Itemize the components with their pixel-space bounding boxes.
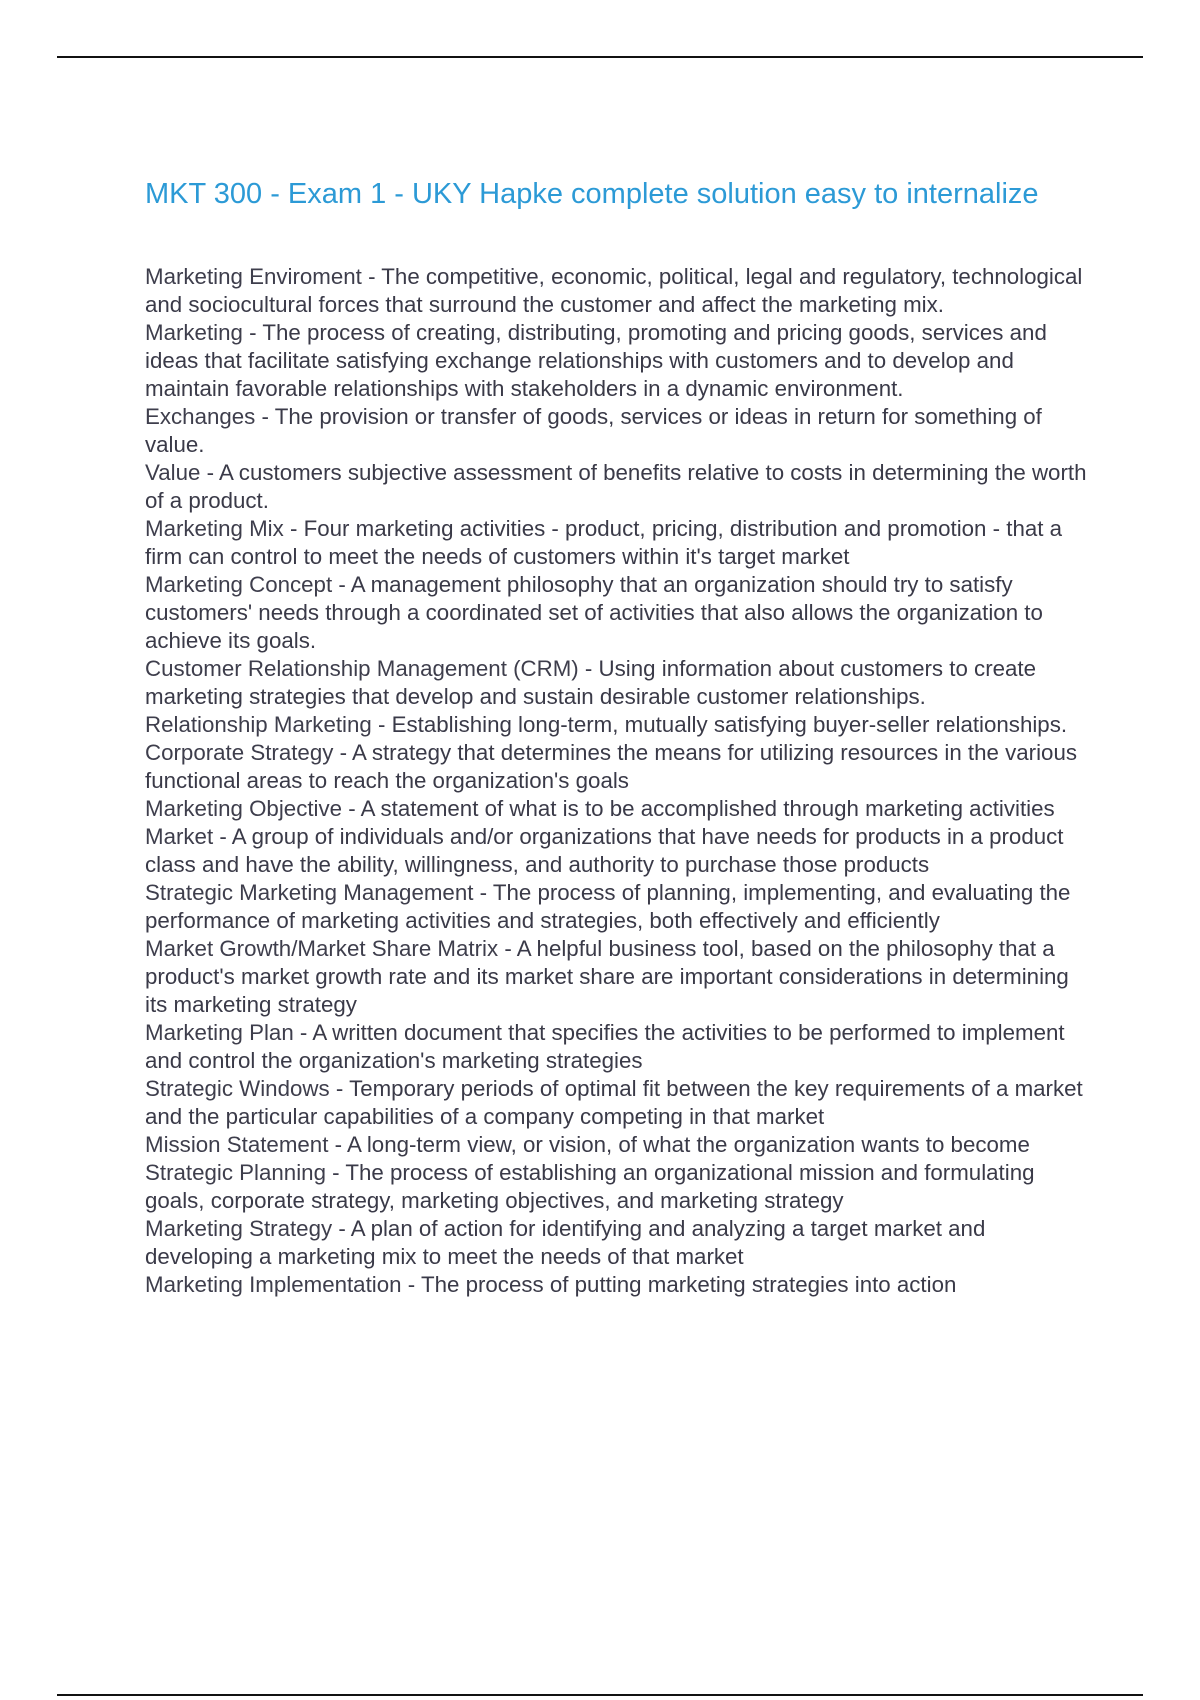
list-item: [145, 795, 1093, 823]
list-item: [145, 655, 1093, 711]
entry-separator: -: [371, 712, 392, 737]
entry-term: Marketing: [145, 320, 243, 345]
list-item: [145, 319, 1093, 403]
entry-term: Marketing Plan: [145, 1020, 294, 1045]
entry-definition: Temporary periods of optimal fit between the key requirements of a market and the particular capabilities of a company competing in that market: [145, 1076, 1083, 1129]
list-item: [145, 515, 1093, 571]
entry-term: Strategic Marketing Management: [145, 880, 474, 905]
entry-separator: -: [333, 740, 352, 765]
top-rule: [57, 56, 1143, 58]
entry-term: Market: [145, 824, 214, 849]
entry-definition: Four marketing activities - product, pricing, distribution and promotion - that a firm can control to meet the needs of customers within it's target market: [145, 516, 1063, 569]
entry-separator: -: [342, 796, 361, 821]
entry-term: Marketing Strategy: [145, 1216, 333, 1241]
entry-definition: The process of planning, implementing, and evaluating the performance of marketing activities and strategies, both effectively and efficiently: [145, 880, 1071, 933]
entry-term: Customer Relationship Management (CRM): [145, 656, 579, 681]
entry-separator: -: [293, 1020, 313, 1045]
entry-definition: The process of putting marketing strategies into action: [420, 1272, 957, 1297]
entry-definition: A statement of what is to be accomplished through marketing activities: [360, 796, 1055, 821]
entry-term: Corporate Strategy: [145, 740, 334, 765]
list-item: [145, 739, 1093, 795]
entry-separator: -: [328, 1132, 347, 1157]
entry-definition: The process of creating, distributing, promoting and pricing goods, services and ideas that facilitate satisfying exchange relationships with customers and to develop and maintain favorable relationships with stakeholders in a dynamic environment.: [145, 320, 1047, 401]
entry-separator: -: [242, 320, 263, 345]
entry-term: Marketing Implementation: [145, 1272, 402, 1297]
entry-term: Marketing Objective: [145, 796, 343, 821]
page-title: MKT 300 - Exam 1 - UKY Hapke complete solution easy to internalize: [145, 178, 1039, 210]
entry-definition: A helpful business tool, based on the philosophy that a product's market growth rate and its market share are important considerations in determining its marketing strategy: [145, 936, 1069, 1017]
entry-term: Marketing Concept: [145, 572, 333, 597]
list-item: [145, 935, 1093, 1019]
entry-separator: -: [332, 1216, 351, 1241]
entry-separator: -: [361, 264, 382, 289]
entry-separator: -: [283, 516, 304, 541]
list-item: [145, 1075, 1093, 1131]
entry-definition: The competitive, economic, political, legal and regulatory, technological and sociocultural forces that surround the customer and affect the marketing mix.: [145, 264, 1083, 317]
entry-separator: -: [213, 824, 232, 849]
entry-term: Mission Statement: [145, 1132, 329, 1157]
list-item: [145, 823, 1093, 879]
entry-definition: The process of establishing an organizational mission and formulating goals, corporate strategy, marketing objectives, and marketing strategy: [145, 1160, 1035, 1213]
entry-term: Marketing Enviroment: [145, 264, 362, 289]
entry-definition: The provision or transfer of goods, services or ideas in return for something of value.: [145, 404, 1042, 457]
entry-separator: -: [401, 1272, 421, 1297]
entry-term: Strategic Windows: [145, 1076, 330, 1101]
entry-definition: A long-term view, or vision, of what the organization wants to become: [347, 1132, 1030, 1157]
list-item: [145, 263, 1093, 319]
entry-definition: A written document that specifies the activities to be performed to implement and control the organization's marketing strategies: [145, 1020, 1065, 1073]
list-item: [145, 571, 1093, 655]
entry-term: Exchanges: [145, 404, 256, 429]
entry-definition: A customers subjective assessment of benefits relative to costs in determining the worth of a product.: [145, 460, 1087, 513]
list-item: [145, 1019, 1093, 1075]
entry-definition: A strategy that determines the means for utilizing resources in the various functional areas to reach the organization's goals: [145, 740, 1077, 793]
entry-term: Market Growth/Market Share Matrix: [145, 936, 499, 961]
entry-definition: Establishing long-term, mutually satisfying buyer-seller relationships.: [391, 712, 1068, 737]
entry-definition: A plan of action for identifying and analyzing a target market and developing a marketing mix to meet the needs of that market: [145, 1216, 986, 1269]
list-item: [145, 403, 1093, 459]
list-item: [145, 1159, 1093, 1215]
entry-separator: -: [473, 880, 493, 905]
entry-definition: A group of individuals and/or organizations that have needs for products in a product class and have the ability, willingness, and authority to purchase those products: [145, 824, 1064, 877]
list-item: [145, 879, 1093, 935]
entry-term: Relationship Marketing: [145, 712, 372, 737]
entry-separator: -: [332, 572, 351, 597]
entry-separator: -: [200, 460, 219, 485]
entry-definition: Using information about customers to create marketing strategies that develop and sustain desirable customer relationships.: [145, 656, 1037, 709]
entry-separator: -: [325, 1160, 346, 1185]
entry-term: Value: [145, 460, 201, 485]
entry-separator: -: [498, 936, 517, 961]
list-item: [145, 1271, 1093, 1299]
glossary-list: [145, 263, 1093, 1299]
entry-term: Strategic Planning: [145, 1160, 326, 1185]
entry-term: Marketing Mix: [145, 516, 284, 541]
list-item: [145, 1215, 1093, 1271]
list-item: [145, 1131, 1093, 1159]
entry-definition: A management philosophy that an organization should try to satisfy customers' needs through a coordinated set of activities that also allows the organization to achieve its goals.: [145, 572, 1043, 653]
entry-separator: -: [329, 1076, 350, 1101]
bottom-rule: [57, 1694, 1143, 1696]
list-item: [145, 459, 1093, 515]
list-item: [145, 711, 1093, 739]
entry-separator: -: [255, 404, 275, 429]
entry-separator: -: [578, 656, 599, 681]
